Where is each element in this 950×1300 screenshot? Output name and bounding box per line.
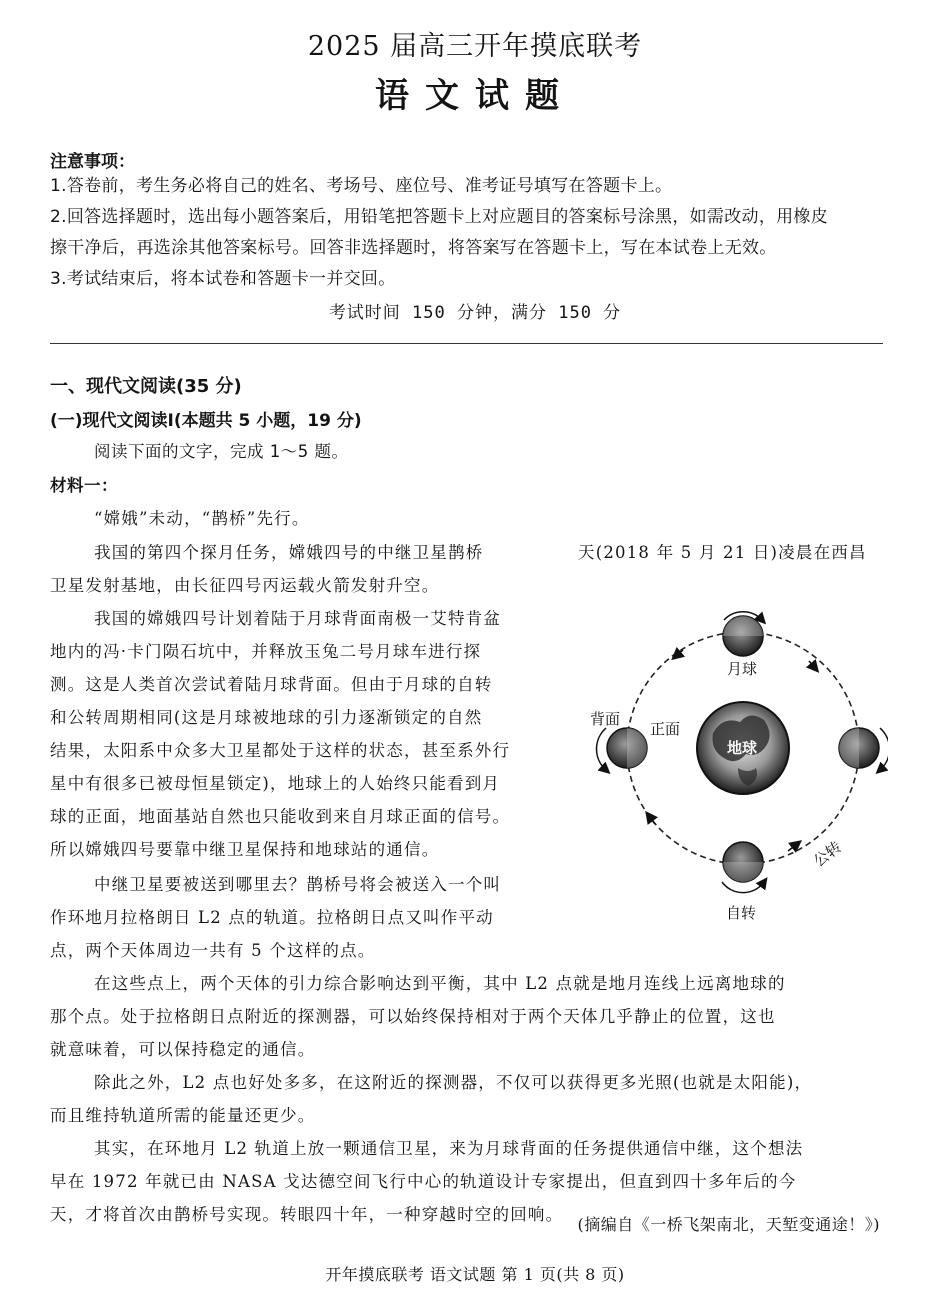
material-label: 材料一：	[50, 476, 118, 495]
revolution-label: 公转	[810, 837, 845, 871]
divider	[50, 343, 883, 344]
passage-line: 中继卫星要被送到哪里去？鹊桥号将会被送入一个叫	[94, 875, 502, 894]
passage-line: 点，两个天体周边一共有 5 个这样的点。	[50, 941, 376, 960]
moon-icon	[723, 612, 763, 656]
passage-line: 我国的嫦娥四号计划着陆于月球背面南极一艾特肯盆	[94, 609, 502, 628]
passage-line: 所以嫦娥四号要靠中继卫星保持和地球站的通信。	[50, 840, 440, 859]
subject-title: 语文试题	[375, 76, 575, 116]
passage-line: 就意味着，可以保持稳定的通信。	[50, 1040, 316, 1059]
moon-icon	[597, 728, 647, 770]
passage-line: 而且维持轨道所需的能量还更少。	[50, 1106, 316, 1125]
passage-line: 星中有很多已被母恒星锁定)，地球上的人始终只能看到月	[50, 774, 501, 793]
passage-line: 早在 1972 年就已由 NASA 戈达德空间飞行中心的轨道设计专家提出，但直到四十多年后的今	[50, 1172, 797, 1191]
subsection-heading: (一)现代文阅读Ⅰ(本题共 5 小题，19 分)	[50, 411, 362, 431]
notes-heading: 注意事项：	[50, 152, 135, 172]
passage-line: “嫦娥”未动，“鹊桥”先行。	[94, 509, 310, 528]
front-side-label: 正面	[650, 720, 681, 738]
rotation-label: 自转	[726, 904, 757, 922]
orbit-arrow	[809, 661, 815, 668]
passage-line: 天，才将首次由鹊桥号实现。转眼四十年，一种穿越时空的回响。	[50, 1205, 564, 1224]
passage-line: 除此之外，L2 点也好处多多，在这附近的探测器，不仅可以获得更多光照(也就是太阳能)，	[94, 1073, 813, 1092]
passage-line: 那个点。处于拉格朗日点附近的探测器，可以始终保持相对于两个天体几乎静止的位置，这也	[50, 1007, 776, 1026]
note-item: 3.考试结束后，将本试卷和答题卡一并交回。	[50, 269, 396, 289]
moon-label: 月球	[727, 660, 758, 678]
passage-line: 结果，太阳系中众多大卫星都处于这样的状态，甚至系外行	[50, 741, 511, 760]
passage-line: 在这些点上，两个天体的引力综合影响达到平衡，其中 L2 点就是地月连线上远离地球的	[94, 974, 786, 993]
passage-line: 天(2018 年 5 月 21 日)凌晨在西昌	[578, 543, 867, 562]
passage-line: 卫星发射基地，由长征四号丙运载火箭发射升空。	[50, 576, 440, 595]
page-footer: 开年摸底联考 语文试题 第 1 页(共 8 页)	[325, 1265, 625, 1284]
note-item: 1.答卷前，考生务必将自己的姓名、考场号、座位号、准考证号填写在答题卡上。	[50, 176, 673, 196]
back-side-label: 背面	[590, 710, 621, 728]
passage-line: 作环地月拉格朗日 L2 点的轨道。拉格朗日点又叫作平动	[50, 908, 494, 927]
passage-line: 其实，在环地月 L2 轨道上放一颗通信卫星，来为月球背面的任务提供通信中继，这个想法	[94, 1139, 804, 1158]
orbit-arrow	[649, 816, 655, 824]
instruction: 阅读下面的文字，完成 1～5 题。	[94, 442, 349, 461]
exam-time: 考试时间 150 分钟，满分 150 分	[328, 303, 622, 323]
section-heading: 一、现代文阅读(35 分)	[50, 376, 242, 397]
earth-moon-orbit-diagram	[588, 598, 888, 928]
passage-line: 和公转周期相同(这是月球被地球的引力逐渐锁定的自然	[50, 708, 483, 727]
passage-line: 球的正面，地面基站自然也只能收到来自月球正面的信号。	[50, 807, 511, 826]
passage-line: 测。这是人类首次尝试着陆月球背面。但由于月球的自转	[50, 675, 493, 694]
passage-line: 我国的第四个探月任务，嫦娥四号的中继卫星鹊桥	[94, 543, 484, 562]
note-item: 2.回答选择题时，选出每小题答案后，用铅笔把答题卡上对应题目的答案标号涂黑，如需改动，用橡皮	[50, 207, 829, 227]
note-item: 擦干净后，再选涂其他答案标号。回答非选择题时，将答案写在答题卡上，写在本试卷上无效。	[50, 238, 777, 258]
moon-icon	[839, 728, 888, 770]
moon-icon	[722, 842, 764, 893]
earth-label: 地球	[727, 739, 758, 757]
passage-line: 地内的冯·卡门陨石坑中，并释放玉兔二号月球车进行探	[50, 642, 482, 661]
exam-title: 2025 届高三开年摸底联考	[307, 31, 643, 62]
passage-source: (摘编自《一桥飞架南北，天堑变通途！》)	[577, 1215, 880, 1234]
orbit-arrow	[788, 844, 797, 851]
